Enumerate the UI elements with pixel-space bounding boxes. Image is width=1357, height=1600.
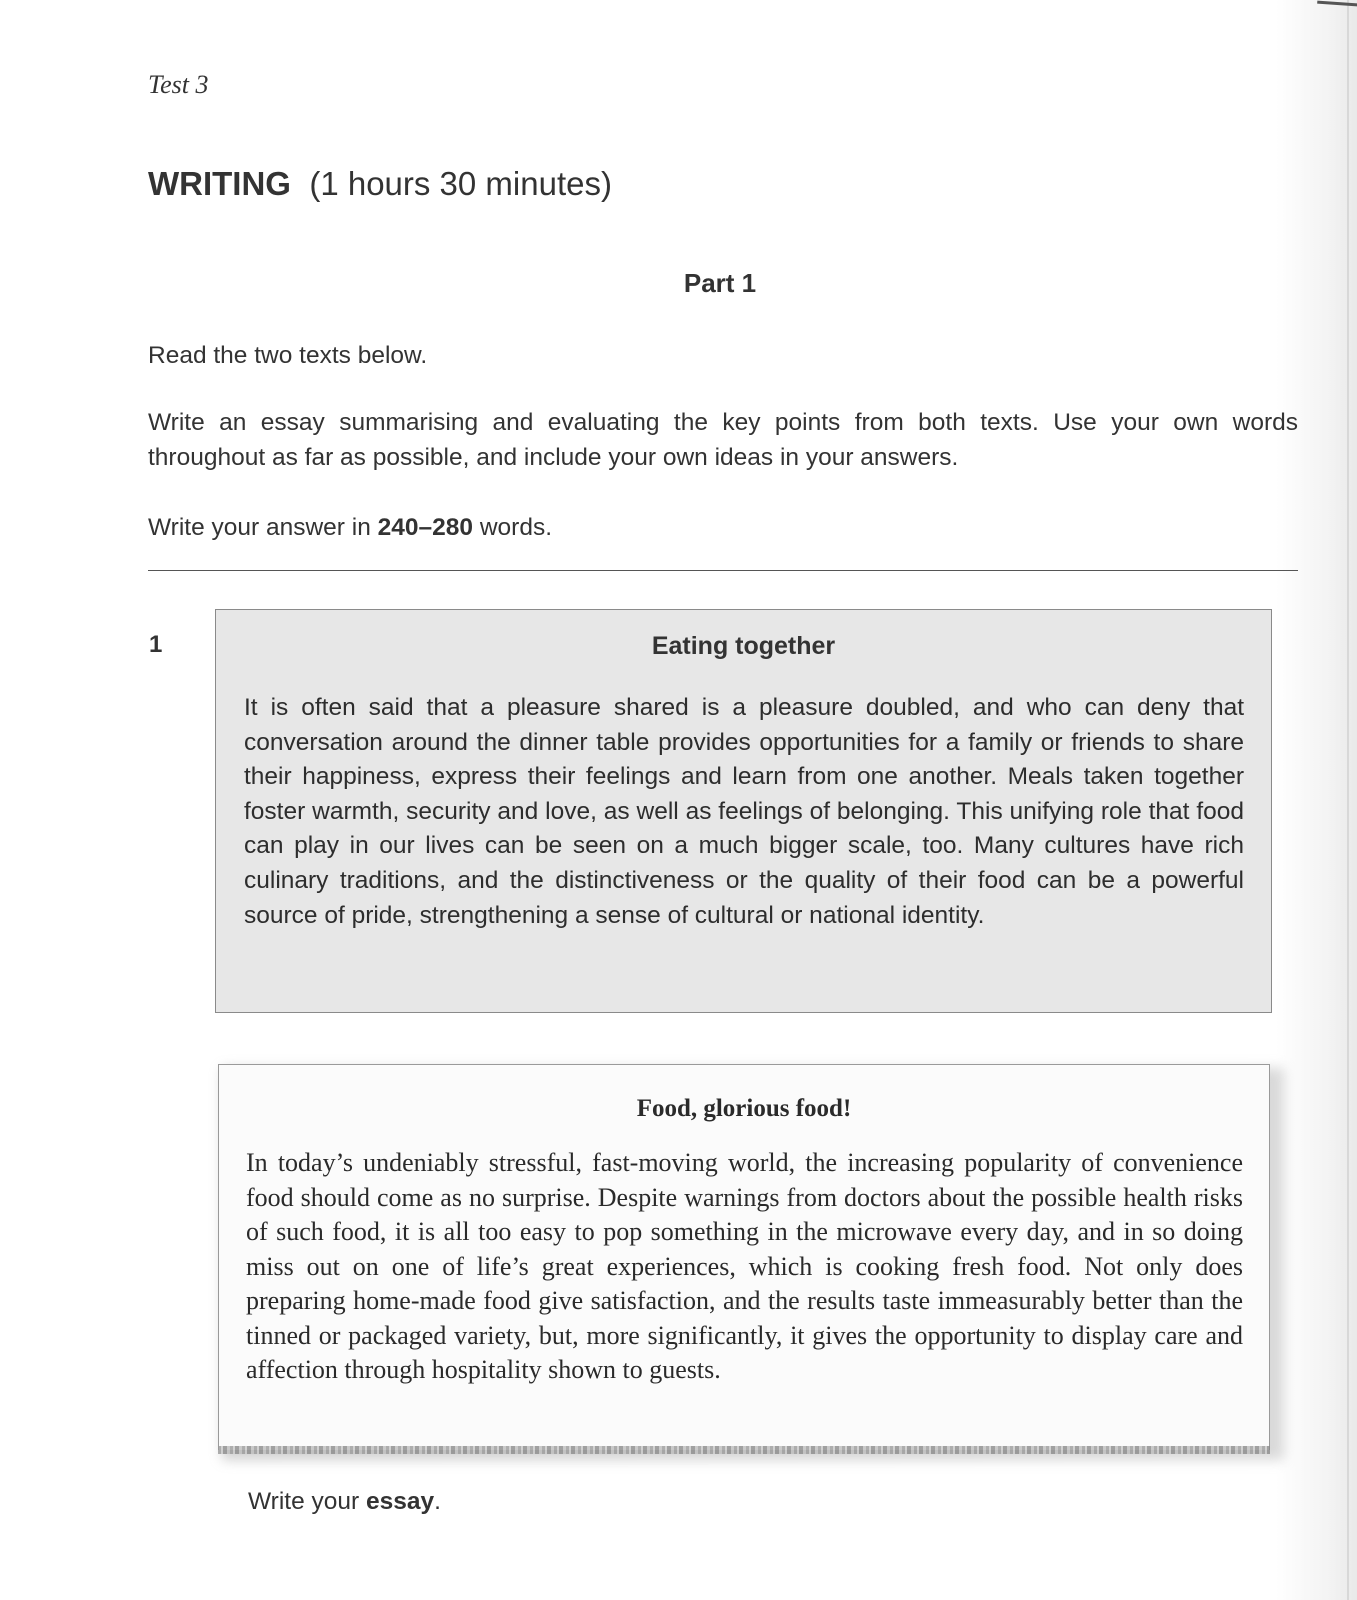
closing-prefix: Write your	[248, 1488, 366, 1515]
section-title	[148, 165, 612, 203]
closing-essay: essay	[366, 1488, 435, 1515]
text1-title: Eating together	[651, 632, 836, 660]
text2-body: In today’s undeniably stressful, fast-moving world, the increasing popularity of convenience food should come as no surprise. Despite warnings from doctors about the possible health risks of such food, it is all too easy to pop something in the microwave every day, and in so doing miss out on one of life’s great experiences, which is cooking fresh food. Not only does preparing home-made food give satisfaction, and the results taste immeasurably better than the tinned or packaged variety, but, more significantly, it gives the opportunity to display care and affection through hospitality shown to guests.	[246, 1148, 1243, 1384]
section-duration: (1 hours 30 minutes)	[309, 165, 612, 202]
text1-body: It is often said that a pleasure shared is a pleasure doubled, and who can deny that conversation around the dinner table provides opportunities for a family or friends to share their happiness, express their feelings and learn from one another. Meals taken together foster warmth, security and love, as well as feelings of belonging. This unifying role that food can play in our lives can be seen on a much bigger scale, too. Many cultures have rich culinary traditions, and the distinctiveness or the quality of their food can be a powerful source of pride, strengthening a sense of cultural or national identity.	[244, 694, 1244, 929]
instruction-read: Read the two texts below.	[148, 342, 428, 369]
text-box-eating-together	[215, 609, 1272, 1013]
section-name: WRITING	[148, 165, 291, 202]
divider	[148, 570, 1298, 571]
word-count-suffix: words.	[473, 514, 553, 541]
closing-suffix: .	[434, 1488, 441, 1515]
word-count-range: 240–280	[377, 514, 474, 541]
part-heading: Part 1	[683, 268, 757, 298]
text2-title: Food, glorious food!	[636, 1095, 852, 1122]
text-box-food-glorious-food	[218, 1064, 1270, 1450]
test-label: Test 3	[148, 70, 209, 99]
word-count-prefix: Write your answer in	[148, 514, 378, 541]
page-edge	[1347, 0, 1349, 1600]
torn-edge	[218, 1446, 1270, 1454]
corner-mark	[1317, 1, 1357, 13]
question-number: 1	[149, 631, 163, 658]
instruction-word-count	[148, 510, 1298, 545]
instruction-write: Write an essay summarising and evaluating the key points from both texts. Use your own words throughout as far as possible, and include your own ideas in your answers.	[148, 409, 1298, 471]
closing-instruction	[248, 1488, 441, 1516]
